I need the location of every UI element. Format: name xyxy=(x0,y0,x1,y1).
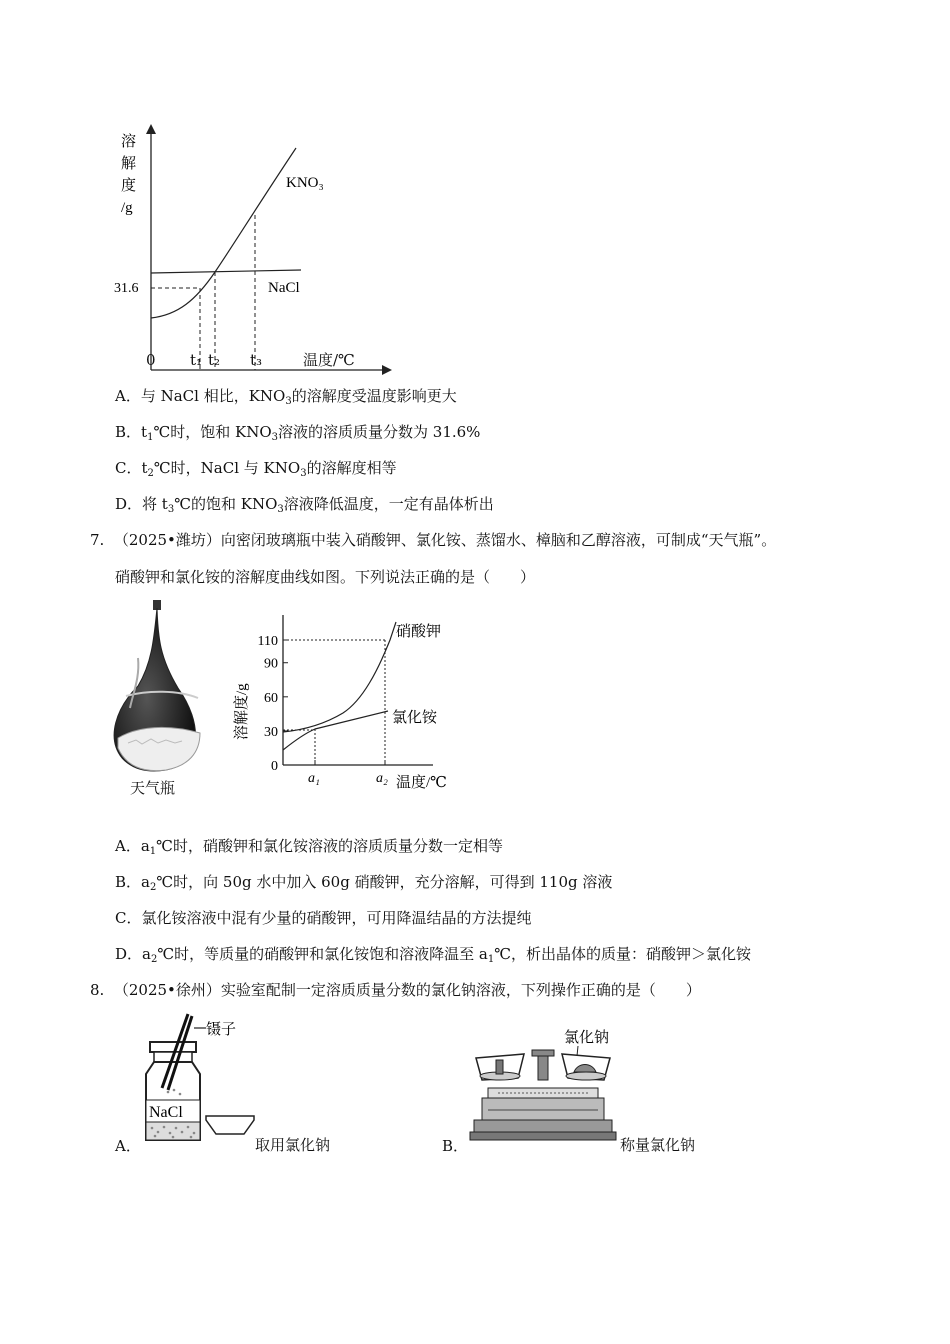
q7-y-tick: 110 xyxy=(257,634,278,649)
q7-x-tick-a2: a₂ xyxy=(376,771,388,786)
q6-y-arrow xyxy=(146,124,156,134)
q6-origin-text: 0 xyxy=(146,351,156,369)
q7-y-label: 溶解度/g xyxy=(234,683,250,740)
q8-option-a-key: A． xyxy=(115,1137,141,1155)
q8-b-caption: 称量氯化钠 xyxy=(620,1136,696,1154)
q7-y-tick: 0 xyxy=(271,759,278,774)
q7-x-tick-a1: a₁ xyxy=(308,771,320,786)
q6-y-label-1: 溶 xyxy=(121,134,137,150)
q8-a-tool-label: 镊子 xyxy=(206,1022,237,1038)
q6-x-label: 温度/℃ xyxy=(303,351,355,369)
q6-kno3-label: KNO₃ xyxy=(286,175,324,191)
q7-y-tick: 90 xyxy=(264,656,278,672)
q6-y-label-3: 度 xyxy=(121,178,137,194)
q6-x-arrow xyxy=(382,365,392,375)
q7-option-c: C．氯化铵溶液中混有少量的硝酸钾，可用降温结晶的方法提纯 xyxy=(115,909,532,927)
q6-x-tick-t3: t₃ xyxy=(250,351,263,369)
q8-option-a-image xyxy=(138,1012,256,1144)
q8-a-caption: 取用氯化钠 xyxy=(255,1136,331,1154)
q8-b-scale-label: 氯化钠 xyxy=(564,1030,610,1046)
q8-option-b-key: B． xyxy=(442,1137,469,1155)
q7-solubility-chart xyxy=(228,610,468,800)
q6-x-tick-t2: t₂ xyxy=(208,351,221,369)
q6-y-tick: 31.6 xyxy=(114,281,139,296)
q8-option-b-image xyxy=(468,1020,618,1146)
q7-nh4cl-label: 氯化铵 xyxy=(392,710,438,726)
q8-number: 8. xyxy=(90,981,105,999)
q6-nacl-label: NaCl xyxy=(268,280,300,296)
q7-bottle-caption: 天气瓶 xyxy=(130,779,176,797)
q7-stem-line1: 7. （2025•潍坊）向密闭玻璃瓶中装入硝酸钾、氯化铵、蒸馏水、樟脑和乙醇溶液，可制成“天气瓶”。 xyxy=(90,531,777,549)
q7-y-tick: 30 xyxy=(264,724,278,740)
q7-stem-line2: 硝酸钾和氯化铵的溶解度曲线如图。下列说法正确的是（ ） xyxy=(115,568,536,586)
q7-option-a: A．$a_1℃$时，硝酸钾和氯化铵溶液的溶质质量分数一定相等 xyxy=(115,837,503,857)
q7-option-b: B．$a_2℃$时，向 50g 水中加入 60g 硝酸钾，充分溶解，可得到 110g 溶液 xyxy=(115,873,613,893)
q6-y-label-2: 解 xyxy=(121,156,137,172)
q8-a-jar-label: NaCl xyxy=(149,1104,183,1121)
q6-nacl-line xyxy=(151,270,301,273)
q6-x-tick-t1: t₁ xyxy=(190,351,203,369)
q6-option-c: C．$t_2℃$时，NaCl 与 $KNO_3$的溶解度相等 xyxy=(115,459,397,479)
q6-option-d: D．将 $t_3℃$的饱和 $KNO_3$溶液降低温度，一定有晶体析出 xyxy=(115,495,494,515)
q8-stem: 8. （2025•徐州）实验室配制一定溶质质量分数的氯化钠溶液，下列操作正确的是（ ） xyxy=(90,981,701,999)
q7-x-label: 温度/℃ xyxy=(396,775,447,791)
q7-kno3-curve xyxy=(283,622,396,732)
q7-option-d: D．$a_2℃$时，等质量的硝酸钾和氯化铵饱和溶液降温至 $a_1℃$，析出晶体的质量：硝酸钾＞氯化铵 xyxy=(115,945,752,965)
q7-number: 7. xyxy=(90,531,105,549)
q7-kno3-label: 硝酸钾 xyxy=(396,624,442,640)
q6-y-label-4: /g xyxy=(121,200,133,216)
q6-option-b: B．$t_1℃$时，饱和 $KNO_3$溶液的溶质质量分数为 31.6% xyxy=(115,423,481,443)
q6-solubility-chart xyxy=(108,120,398,375)
q7-weather-bottle-image xyxy=(108,598,218,778)
q6-option-a: A．与 NaCl 相比，$KNO_3$的溶解度受温度影响更大 xyxy=(115,387,457,407)
q7-y-tick: 60 xyxy=(264,690,278,706)
